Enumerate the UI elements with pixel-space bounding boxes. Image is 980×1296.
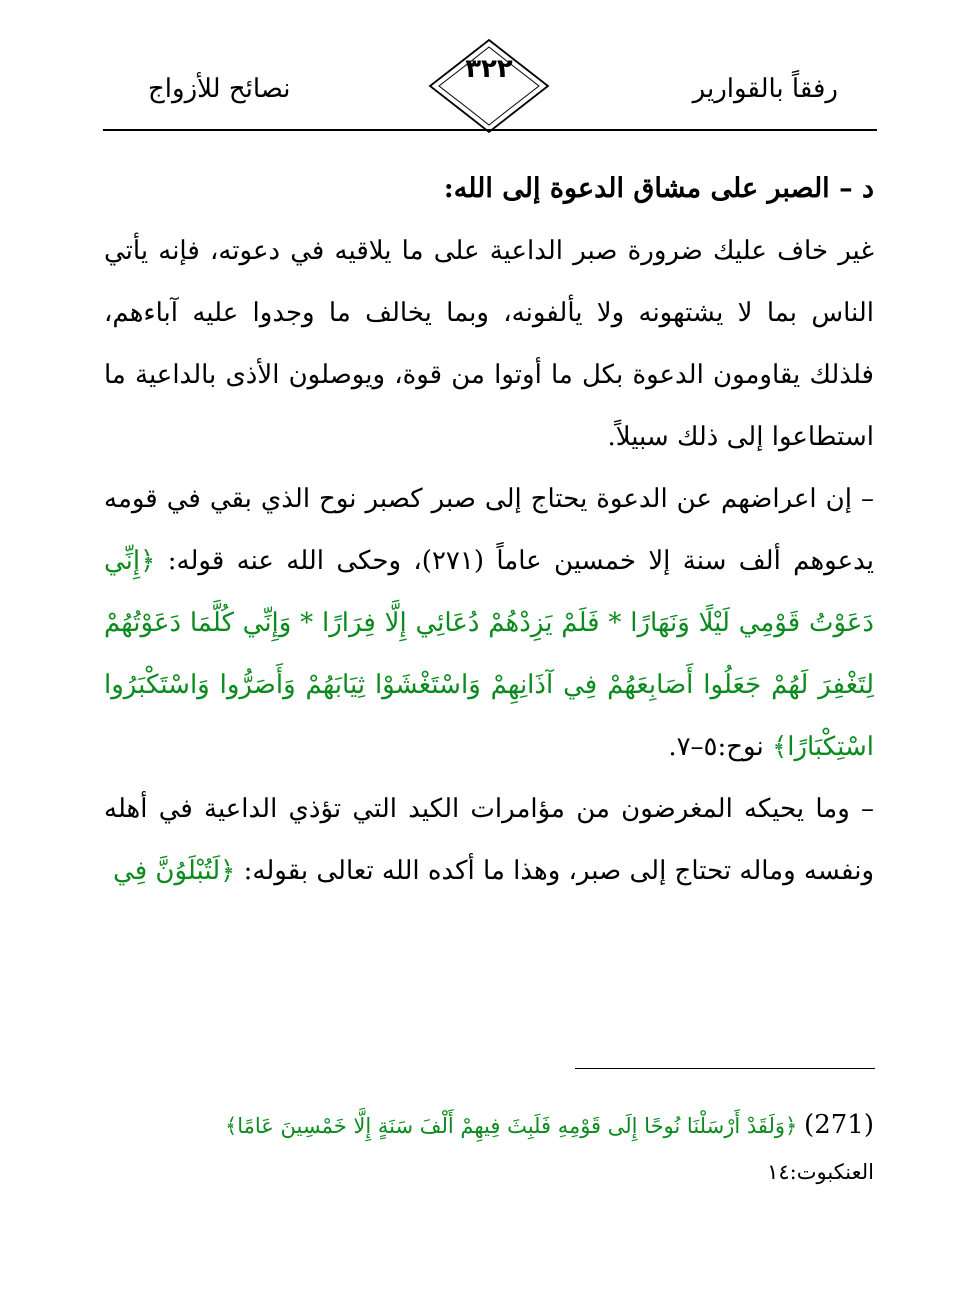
paragraph-2 [104, 468, 874, 778]
footnote [104, 1102, 874, 1195]
footnote-verse: ﴿وَلَقَدْ أَرْسَلْنَا نُوحًا إِلَى قَوْمِهِ فَلَبِثَ فِيهِمْ أَلْفَ سَنَةٍ إِلَّا خَمْسِينَ عَامًا﴾ [224, 1114, 798, 1138]
page-number-badge [428, 38, 550, 134]
footnote-number: (271) [804, 1110, 874, 1140]
section-heading: د – الصبر على مشاق الدعوة إلى الله: [443, 173, 874, 204]
paragraph-2-text: – إن اعراضهم عن الدعوة يحتاج إلى صبر كصبر نوح الذي بقي في قومه يدعوهم ألف سنة إلا خمسين عاماً (٢٧١)، وحكى الله عنه قوله: [104, 484, 875, 576]
main-text [104, 158, 874, 902]
paragraph-1: غير خاف عليك ضرورة صبر الداعية على ما يلاقيه في دعوته، فإنه يأتي الناس بما لا يشتهونه ولا يألفونه، وبما يخالف ما وجدوا عليه آباءهم، فلذلك يقاومون الدعوة بكل ما أوتوا من قوة، ويوصلون الأذى بالداعية ما استطاعوا إلى ذلك سبيلاً. [104, 236, 874, 452]
quran-verse-2: ﴿لَتُبْلَوُنَّ فِي [113, 856, 236, 886]
footnote-reference: العنكبوت:١٤ [767, 1160, 874, 1184]
quran-verse-1: ﴿إِنِّي دَعَوْتُ قَوْمِي لَيْلًا وَنَهَارًا * فَلَمْ يَزِدْهُمْ دُعَائِي إِلَّا فِرَارًا * وَإِنِّي كُلَّمَا دَعَوْتُهُمْ لِتَغْفِرَ لَهُمْ جَعَلُوا أَصَابِعَهُمْ فِي آذَانِهِمْ وَاسْتَغْشَوْا ثِيَابَهُمْ وَأَصَرُّوا وَاسْتَكْبَرُوا اسْتِكْبَارًا﴾ [104, 546, 874, 762]
paragraph-3-text: – وما يحيكه المغرضون من مؤامرات الكيد التي تؤذي الداعية في أهله ونفسه وماله تحتاج إلى صبر، وهذا ما أكده الله تعالى بقوله: [104, 794, 874, 886]
running-title-right: رفقاً بالقوارير [692, 74, 838, 104]
footnote-rule [575, 1068, 875, 1069]
running-title-left: نصائح للأزواج [148, 74, 291, 104]
footnote-line-1 [104, 1102, 874, 1149]
octagon-badge-icon [428, 38, 550, 134]
paragraph-3 [104, 778, 874, 902]
header-rule [103, 129, 877, 131]
verse-reference-1: نوح:٥–٧. [668, 732, 764, 762]
page-number: ٣٢٢ [465, 54, 513, 84]
